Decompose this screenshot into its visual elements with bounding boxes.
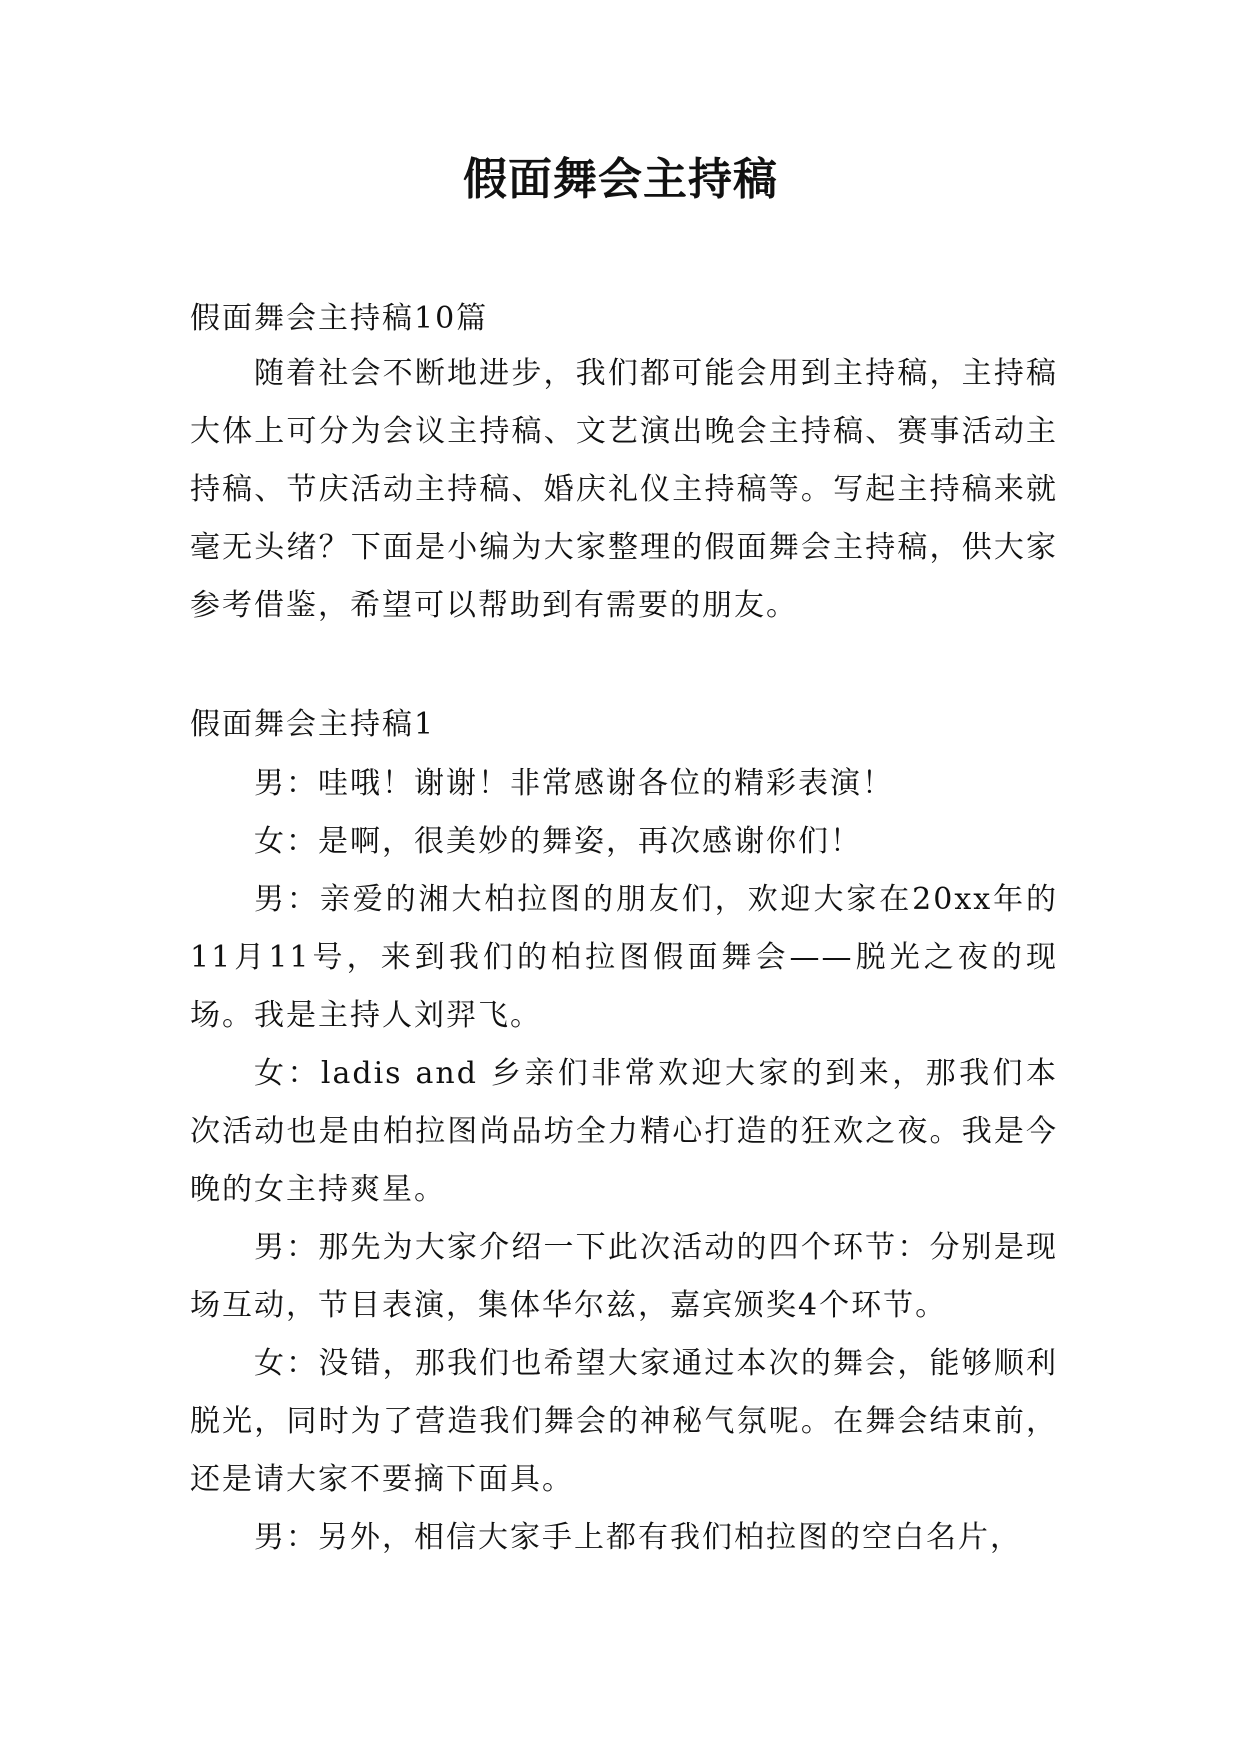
dialogue-paragraph: 女：ladis and 乡亲们非常欢迎大家的到来，那我们本次活动也是由柏拉图尚品坊全力精心打造的狂欢之夜。我是今晚的女主持爽星。 <box>190 1056 1058 1207</box>
section-heading: 假面舞会主持稿1 <box>190 707 436 742</box>
intro-paragraph: 随着社会不断地进步，我们都可能会用到主持稿，主持稿大体上可分为会议主持稿、文艺演出晚会主持稿、赛事活动主持稿、节庆活动主持稿、婚庆礼仪主持稿等。写起主持稿来就毫无头绪？下面是小编为大家整理的假面舞会主持稿，供大家参考借鉴，希望可以帮助到有需要的朋友。 <box>190 356 1058 623</box>
dialogue-paragraph: 男：另外，相信大家手上都有我们柏拉图的空白名片， <box>254 1520 1022 1555</box>
dialogue-paragraph: 女：是啊，很美妙的舞姿，再次感谢你们！ <box>254 824 862 859</box>
document-subtitle: 假面舞会主持稿10篇 <box>190 301 489 336</box>
dialogue-block <box>190 755 1058 1567</box>
dialogue-paragraph: 男：哇哦！谢谢！非常感谢各位的精彩表演！ <box>254 766 894 801</box>
intro-block <box>190 345 1058 635</box>
document-title: 假面舞会主持稿 <box>463 154 778 205</box>
dialogue-paragraph: 男：亲爱的湘大柏拉图的朋友们，欢迎大家在20xx年的11月11号，来到我们的柏拉图假面舞会——脱光之夜的现场。我是主持人刘羿飞。 <box>190 882 1058 1033</box>
dialogue-paragraph: 女：没错，那我们也希望大家通过本次的舞会，能够顺利脱光，同时为了营造我们舞会的神秘气氛呢。在舞会结束前，还是请大家不要摘下面具。 <box>190 1346 1058 1497</box>
dialogue-paragraph: 男：那先为大家介绍一下此次活动的四个环节：分别是现场互动，节目表演，集体华尔兹，嘉宾颁奖4个环节。 <box>190 1230 1058 1323</box>
